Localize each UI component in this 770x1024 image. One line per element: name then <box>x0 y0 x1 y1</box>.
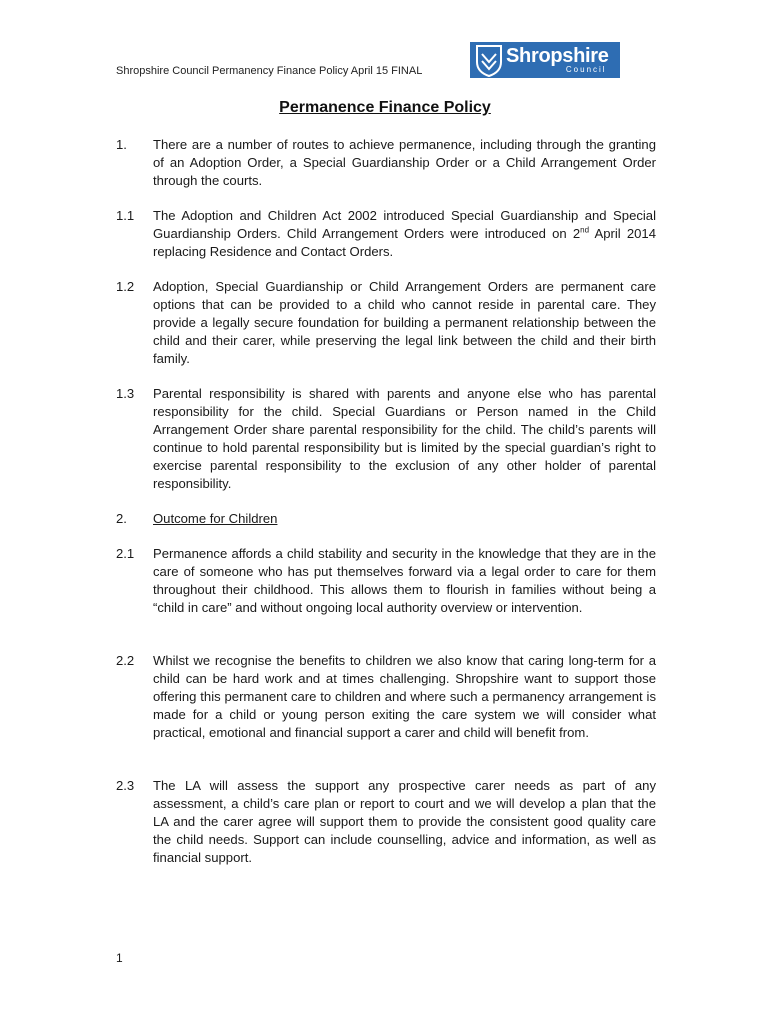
council-crest-icon <box>474 42 504 78</box>
section-text: Parental responsibility is shared with parents and anyone else who has parental responsibility for the child. Special Guardians or Person named in the Child Arrangement Order share parental responsibility for the child. The child’s parents will continue to hold parental responsibility but is limited by the special guardian’s right to exercise parental responsibility to the exclusion of any other holder of parental responsibility. <box>153 386 656 491</box>
section-number: 2.1 <box>116 546 135 561</box>
section-text: Permanence affords a child stability and security in the knowledge that they are in the care of someone who has put themselves forward via a legal order to care for them throughout their childhood. This allows them to flourish in families without being a “child in care” and without ongoing local authority overview or intervention. <box>153 546 656 615</box>
section-1-1 <box>116 207 656 261</box>
section-number: 1.1 <box>116 208 135 223</box>
section-text: The LA will assess the support any prospective carer needs as part of any assessment, a child’s care plan or report to court and we will develop a plan that the LA and the carer agree will support them to provide the consistent good quality care the child needs. Support can include counselling, advice and information, as well as financial support. <box>153 778 656 865</box>
section-1-3 <box>116 385 656 493</box>
section-2-heading <box>116 510 656 528</box>
section-text: There are a number of routes to achieve permanence, including through the granting of an Adoption Order, a Special Guardianship Order or a Child Arrangement Order through the courts. <box>153 137 656 188</box>
document-title: Permanence Finance Policy <box>279 99 491 116</box>
section-2-1 <box>116 545 656 617</box>
section-number: 2.3 <box>116 778 135 793</box>
logo-subtitle: Council <box>565 65 607 74</box>
section-2-2 <box>116 652 656 742</box>
section-heading: Outcome for Children <box>153 511 278 526</box>
section-text: Adoption, Special Guardianship or Child Arrangement Orders are permanent care options that can be provided to a child who cannot reside in parental care. They provide a legally secure foundation for building a permanent relationship between the child and their carer, while preserving the legal link between the child and their birth family. <box>153 279 656 366</box>
section-text: The Adoption and Children Act 2002 introduced Special Guardianship and Special Guardianship Orders. Child Arrangement Orders were introduced on 2nd April 2014 replacing Residence and Contact Orders. <box>153 208 656 259</box>
section-1 <box>116 136 656 190</box>
shropshire-council-logo <box>470 42 620 78</box>
section-number: 1. <box>116 137 127 152</box>
section-1-2 <box>116 278 656 368</box>
running-header: Shropshire Council Permanency Finance Policy April 15 FINAL <box>116 65 423 77</box>
section-number: 1.3 <box>116 386 135 401</box>
page-number: 1 <box>116 951 123 965</box>
section-number: 2.2 <box>116 653 135 668</box>
logo-name: Shropshire <box>506 45 609 67</box>
section-2-3 <box>116 777 656 867</box>
section-number: 1.2 <box>116 279 135 294</box>
section-text: Whilst we recognise the benefits to children we also know that caring long-term for a child can be hard work and at times challenging. Shropshire want to support those offering this permanent care to children and where such a permanency arrangement is made for a child or young person exiting the care system we will consider what practical, emotional and financial support a carer and child will benefit from. <box>153 653 656 740</box>
section-number: 2. <box>116 511 127 526</box>
